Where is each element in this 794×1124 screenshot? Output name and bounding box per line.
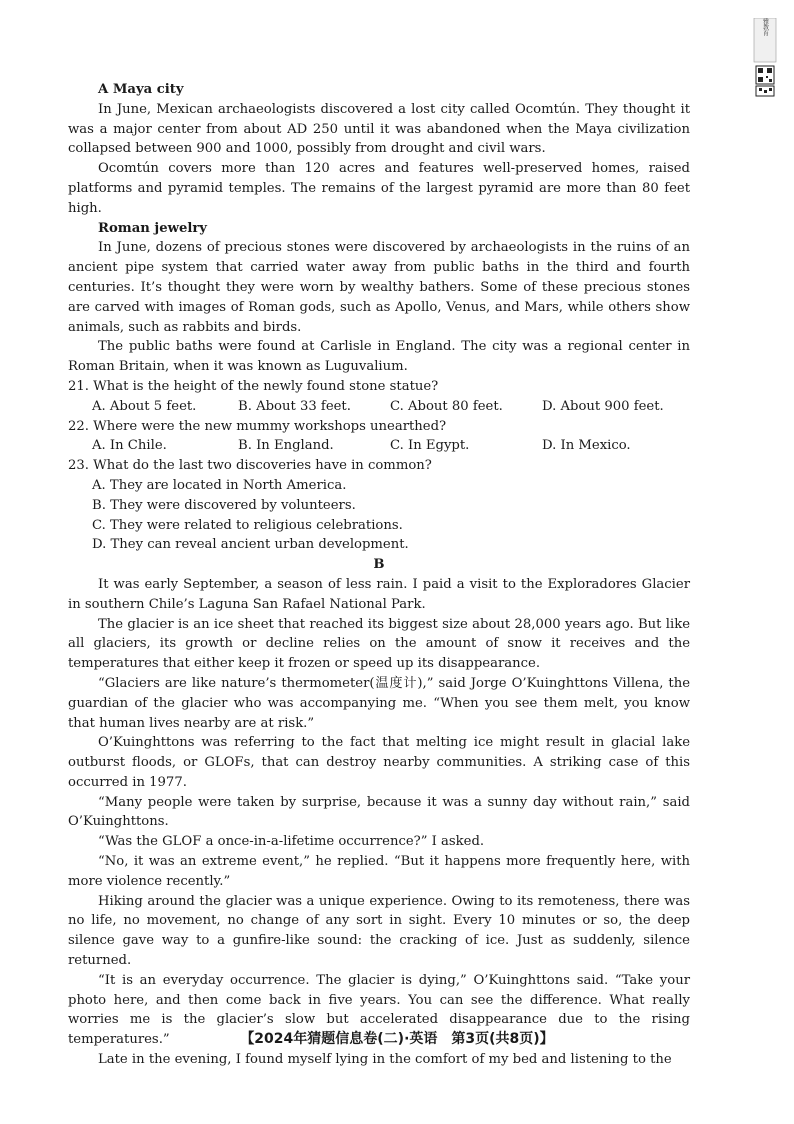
passage-b-paragraph: Late in the evening, I found myself lying in the comfort of my bed and listening to the [98,1052,672,1068]
maya-paragraph: Ocomtún covers more than 120 acres and features well-preserved homes, raised platforms and pyramid temples. The remains of the largest pyramid are more than 80 feet high. [68,161,690,216]
question-23-stem: 23. What do the last two discoveries have in common? [68,458,432,474]
option-a: A. They are located in North America. [92,477,347,493]
option-a: A. In Chile. [92,438,167,454]
question-21-options [92,397,690,417]
passage-b-paragraph: O’Kuinghttons was referring to the fact that melting ice might result in glacial lake outburst floods, or GLOFs, that can destroy nearby communities. A striking case of this occurred in 1977. [68,735,690,790]
passage-b-paragraph: The glacier is an ice sheet that reached its biggest size about 28,000 years ago. But like all glaciers, its growth or decline relies on the amount of snow it receives and the temperatures that either keep it frozen or speed up its disappearance. [68,616,690,672]
section-b-label: B [373,557,385,573]
maya-paragraph: In June, Mexican archaeologists discovered a lost city called Ocomtún. They thought it was a major center from about AD 250 until it was abandoned when the Maya civilization collapsed between 900 and 1000, possibly from drought and civil wars. [68,101,690,157]
passage-b-paragraph: “Was the GLOF a once-in-a-lifetime occurrence?” I asked. [98,834,485,850]
maya-heading: A Maya city [98,82,184,97]
option-d: D. About 900 feet. [542,398,664,414]
passage-b-paragraph: “Glaciers are like nature’s thermometer(温度计),” said Jorge O’Kuinghttons Villena, the guardian of the glacier who was accompanying me. “When you see them melt, you know that human lives nearby are at risk.” [68,675,690,731]
roman-heading: Roman jewelry [98,220,207,236]
option-b: B. In England. [238,438,334,454]
option-d: D. They can reveal ancient urban development. [92,537,409,553]
exam-page-content [68,80,690,1070]
option-c: C. They were related to religious celebrations. [92,517,403,533]
passage-b-paragraph: Hiking around the glacier was a unique experience. Owing to its remoteness, there was no life, no movement, no change of any sort in sight. Every 10 minutes or so, the deep silence gave way to a gunfire-like sound: the cracking of ice. Just as suddenly, silence returned. [68,893,690,969]
passage-b-paragraph: “No, it was an extreme event,” he replied. “But it happens more frequently here, with more violence recently.” [68,854,690,889]
option-a: A. About 5 feet. [92,398,197,414]
roman-paragraph: In June, dozens of precious stones were discovered by archaeologists in the ruins of an ancient pipe system that carried water away from public baths in the third and fourth centuries. It’s thought they were worn by wealthy bathers. Some of these precious stones are carved with images of Roman gods, such as Apollo, Venus, and Mars, while others show animals, such as rabbits and birds. [68,240,690,335]
question-22-stem: 22. Where were the new mummy workshops unearthed? [68,418,447,434]
roman-paragraph: The public baths were found at Carlisle in England. The city was a regional center in Roman Britain, when it was known as Luguvalium. [68,339,690,375]
qr-code-badge [750,18,780,98]
passage-b-paragraph: “It is an everyday occurrence. The glacier is dying,” O’Kuinghttons said. “Take your photo here, and then come back in five years. You can see the difference. What really worries me is the glacier’s slow but accelerated disappearance due to the rising temperatures.” [68,972,690,1048]
passage-b-paragraph: “Many people were taken by surprise, because it was a sunny day without rain,” said O’Kuinghttons. [68,794,690,830]
question-21-stem: 21. What is the height of the newly found stone statue? [68,378,439,394]
option-b: B. They were discovered by volunteers. [92,497,356,513]
question-22-options [92,436,690,456]
option-c: C. About 80 feet. [390,398,503,414]
option-d: D. In Mexico. [542,438,631,454]
page-footer: 【2024年猜题信息卷(二)·英语 第3页(共8页)】 [240,1031,554,1047]
option-c: C. In Egypt. [390,438,470,454]
option-b: B. About 33 feet. [238,398,351,414]
passage-b-paragraph: It was early September, a season of less rain. I paid a visit to the Exploradores Glacier in southern Chile’s Laguna San Rafael National Park. [68,576,690,612]
side-mark-text: 三雅教育 [761,18,769,36]
